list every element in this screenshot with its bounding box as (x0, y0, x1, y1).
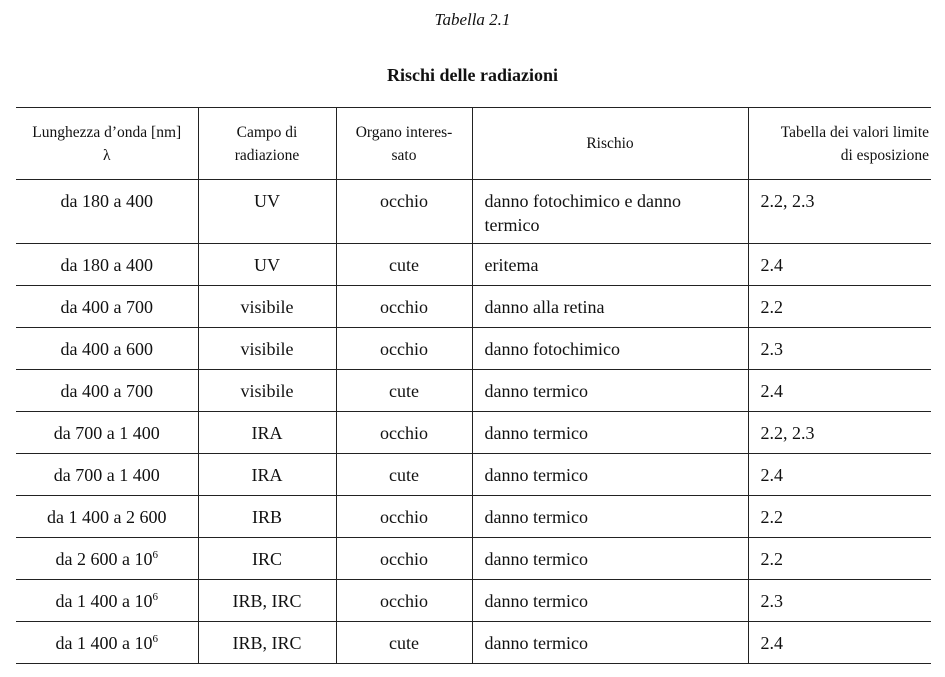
cell-table-ref (748, 370, 931, 412)
cell-risk-text: danno fotochimico (484, 339, 620, 359)
table-row (16, 370, 931, 412)
cell-field-text: IRB (251, 507, 282, 527)
exponent: 6 (152, 633, 158, 645)
cell-field (198, 622, 336, 664)
header-field-line1: Campo di (236, 123, 298, 141)
cell-organ-text: cute (389, 381, 419, 401)
cell-organ-text: occhio (380, 339, 428, 359)
cell-field-text: visibile (240, 339, 294, 359)
cell-table-ref-text: 2.2 (760, 297, 783, 317)
cell-table-ref-text: 2.2 (760, 507, 783, 527)
header-table-line1: Tabella dei valori limite (780, 123, 929, 141)
cell-field-text: IRB, IRC (232, 591, 302, 611)
cell-organ (336, 454, 472, 496)
header-field-line2: radiazione (234, 146, 300, 164)
cell-wavelength-text: da 180 a 400 (60, 255, 153, 275)
cell-table-ref (748, 180, 931, 244)
cell-field-text: IRA (251, 465, 283, 485)
cell-field (198, 286, 336, 328)
cell-wavelength (16, 622, 198, 664)
cell-wavelength (16, 370, 198, 412)
cell-organ-text: occhio (380, 191, 428, 211)
cell-table-ref-text: 2.4 (760, 465, 783, 485)
header-field (198, 108, 336, 180)
cell-field-text: IRC (251, 549, 282, 569)
cell-organ (336, 180, 472, 244)
cell-table-ref (748, 328, 931, 370)
cell-organ (336, 580, 472, 622)
header-organ-line2: sato (391, 146, 417, 164)
cell-risk (472, 538, 748, 580)
cell-organ-text: occhio (380, 507, 428, 527)
cell-table-ref (748, 454, 931, 496)
header-table-line2: di esposizione (840, 146, 929, 164)
cell-organ (336, 622, 472, 664)
cell-table-ref (748, 286, 931, 328)
header-wavelength-label: Lunghezza d’onda [nm] (32, 123, 182, 141)
cell-wavelength (16, 496, 198, 538)
cell-risk-text: danno fotochimico e danno termico (484, 191, 681, 235)
cell-table-ref-text: 2.4 (760, 255, 783, 275)
cell-table-ref-text: 2.2, 2.3 (760, 191, 815, 211)
cell-table-ref (748, 496, 931, 538)
cell-risk-text: danno termico (484, 591, 588, 611)
cell-risk (472, 244, 748, 286)
cell-wavelength-text: da 400 a 700 (60, 297, 153, 317)
cell-field (198, 412, 336, 454)
cell-table-ref-text: 2.4 (760, 381, 783, 401)
cell-wavelength-text: da 1 400 a 10 (55, 591, 153, 611)
cell-wavelength (16, 454, 198, 496)
cell-organ-text: occhio (380, 423, 428, 443)
cell-field (198, 244, 336, 286)
cell-risk (472, 496, 748, 538)
cell-wavelength-text: da 1 400 a 2 600 (47, 507, 167, 527)
cell-risk (472, 328, 748, 370)
cell-wavelength-text: da 2 600 a 10 (55, 549, 153, 569)
table-body (16, 180, 931, 664)
cell-risk (472, 412, 748, 454)
header-wavelength (16, 108, 198, 180)
table-row (16, 580, 931, 622)
cell-wavelength-text: da 700 a 1 400 (53, 423, 160, 443)
cell-risk (472, 180, 748, 244)
cell-table-ref (748, 412, 931, 454)
cell-field (198, 580, 336, 622)
cell-organ (336, 286, 472, 328)
table-row (16, 496, 931, 538)
cell-risk-text: eritema (484, 255, 539, 275)
cell-wavelength (16, 538, 198, 580)
cell-field-text: IRB, IRC (232, 633, 302, 653)
table-row (16, 244, 931, 286)
cell-field-text: UV (254, 191, 280, 211)
cell-organ (336, 412, 472, 454)
cell-organ-text: cute (389, 255, 419, 275)
cell-wavelength (16, 412, 198, 454)
table-row (16, 180, 931, 244)
table-row (16, 412, 931, 454)
table-row (16, 538, 931, 580)
cell-risk (472, 286, 748, 328)
table-row (16, 622, 931, 664)
cell-field-text: visibile (240, 297, 294, 317)
cell-table-ref (748, 580, 931, 622)
table-row (16, 328, 931, 370)
cell-risk-text: danno termico (484, 507, 588, 527)
cell-field (198, 370, 336, 412)
cell-organ (336, 244, 472, 286)
cell-field (198, 180, 336, 244)
cell-organ-text: occhio (380, 591, 428, 611)
header-row (16, 108, 931, 180)
cell-risk-text: danno termico (484, 633, 588, 653)
cell-organ-text: cute (389, 465, 419, 485)
table-row (16, 454, 931, 496)
cell-table-ref (748, 244, 931, 286)
cell-risk (472, 454, 748, 496)
cell-risk (472, 370, 748, 412)
header-risk: Rischio (472, 108, 748, 180)
cell-organ (336, 496, 472, 538)
cell-risk-text: danno termico (484, 423, 588, 443)
cell-organ (336, 328, 472, 370)
cell-table-ref-text: 2.3 (760, 339, 783, 359)
radiation-risks-table (16, 107, 931, 664)
cell-table-ref-text: 2.2, 2.3 (760, 423, 815, 443)
cell-field (198, 496, 336, 538)
cell-risk-text: danno termico (484, 381, 588, 401)
header-organ-line1: Organo interes- (355, 123, 453, 141)
cell-risk-text: danno termico (484, 549, 588, 569)
table-row (16, 286, 931, 328)
cell-wavelength-text: da 400 a 700 (60, 381, 153, 401)
cell-field (198, 538, 336, 580)
cell-organ-text: occhio (380, 297, 428, 317)
cell-risk-text: danno alla retina (484, 297, 605, 317)
cell-wavelength (16, 286, 198, 328)
cell-field (198, 328, 336, 370)
header-organ (336, 108, 472, 180)
cell-organ (336, 538, 472, 580)
cell-table-ref (748, 622, 931, 664)
header-wavelength-symbol: λ (102, 146, 111, 164)
cell-wavelength (16, 580, 198, 622)
cell-table-ref-text: 2.3 (760, 591, 783, 611)
cell-wavelength (16, 328, 198, 370)
cell-table-ref-text: 2.4 (760, 633, 783, 653)
cell-field-text: visibile (240, 381, 294, 401)
exponent: 6 (152, 549, 158, 561)
cell-wavelength (16, 180, 198, 244)
cell-organ-text: cute (389, 633, 419, 653)
cell-wavelength-text: da 1 400 a 10 (55, 633, 153, 653)
cell-risk (472, 622, 748, 664)
cell-organ (336, 370, 472, 412)
cell-wavelength-text: da 180 a 400 (60, 191, 153, 211)
header-table-ref (748, 108, 931, 180)
table-caption: Tabella 2.1 (434, 10, 511, 29)
cell-wavelength-text: da 700 a 1 400 (53, 465, 160, 485)
cell-risk (472, 580, 748, 622)
cell-wavelength (16, 244, 198, 286)
cell-table-ref-text: 2.2 (760, 549, 783, 569)
cell-wavelength-text: da 400 a 600 (60, 339, 153, 359)
cell-organ-text: occhio (380, 549, 428, 569)
exponent: 6 (152, 591, 158, 603)
cell-field (198, 454, 336, 496)
table-title: Rischi delle radiazioni (387, 65, 558, 85)
cell-risk-text: danno termico (484, 465, 588, 485)
cell-field-text: UV (254, 255, 280, 275)
cell-field-text: IRA (251, 423, 283, 443)
cell-table-ref (748, 538, 931, 580)
